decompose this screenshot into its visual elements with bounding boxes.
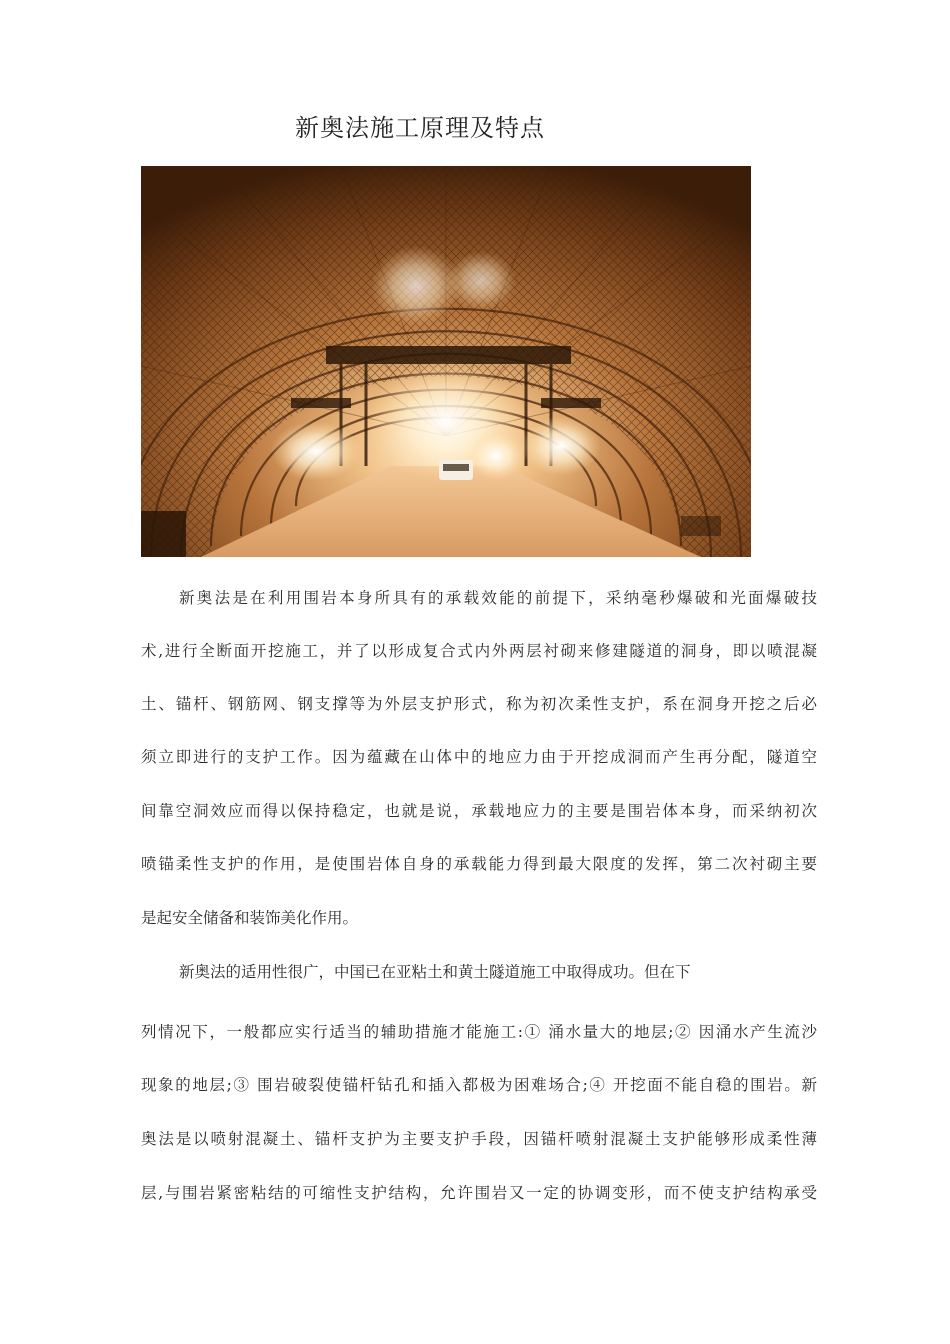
text-line: 喷锚柔性支护的作用，是使围岩体自身的承载能力得到最大限度的发挥，第二次衬砌主要: [141, 855, 817, 873]
text-line: 是起安全储备和装饰美化作用。: [141, 909, 359, 927]
text-line: 新奥法是在利用围岩本身所具有的承载效能的前提下，采纳毫秒爆破和光面爆破技: [179, 589, 817, 607]
text-line: 土、锚杆、钢筋网、钢支撑等为外层支护形式，称为初次柔性支护，系在洞身开挖之后必: [141, 695, 817, 713]
text-line: 须立即进行的支护工作。因为蕴藏在山体中的地应力由于开挖成洞而产生再分配，隧道空: [141, 748, 817, 766]
text-line: 奥法是以喷射混凝土、锚杆支护为主要支护手段，因锚杆喷射混凝土支护能够形成柔性薄: [141, 1130, 817, 1148]
text-line: 新奥法的适用性很广，中国已在亚粘土和黄土隧道施工中取得成功。但在下: [179, 963, 691, 981]
page-title: 新奥法施工原理及特点: [295, 114, 545, 142]
text-line: 术,进行全断面开挖施工，并了以形成复合式内外两层衬砌来修建隧道的洞身，即以喷混凝: [141, 642, 817, 660]
text-line: 间靠空洞效应而得以保持稳定，也就是说，承载地应力的主要是围岩体本身，而采纳初次: [141, 802, 817, 820]
text-line: 层,与围岩紧密粘结的可缩性支护结构，允许围岩又一定的协调变形，而不使支护结构承受: [141, 1184, 817, 1202]
tunnel-construction-photo: [141, 166, 751, 557]
text-line: 现象的地层;③ 围岩破裂使锚杆钻孔和插入都极为困难场合;④ 开挖面不能自稳的围岩。新: [141, 1076, 817, 1094]
text-line: 列情况下，一般都应实行适当的辅助措施才能施工:① 涌水量大的地层;② 因涌水产生流沙: [141, 1023, 817, 1041]
